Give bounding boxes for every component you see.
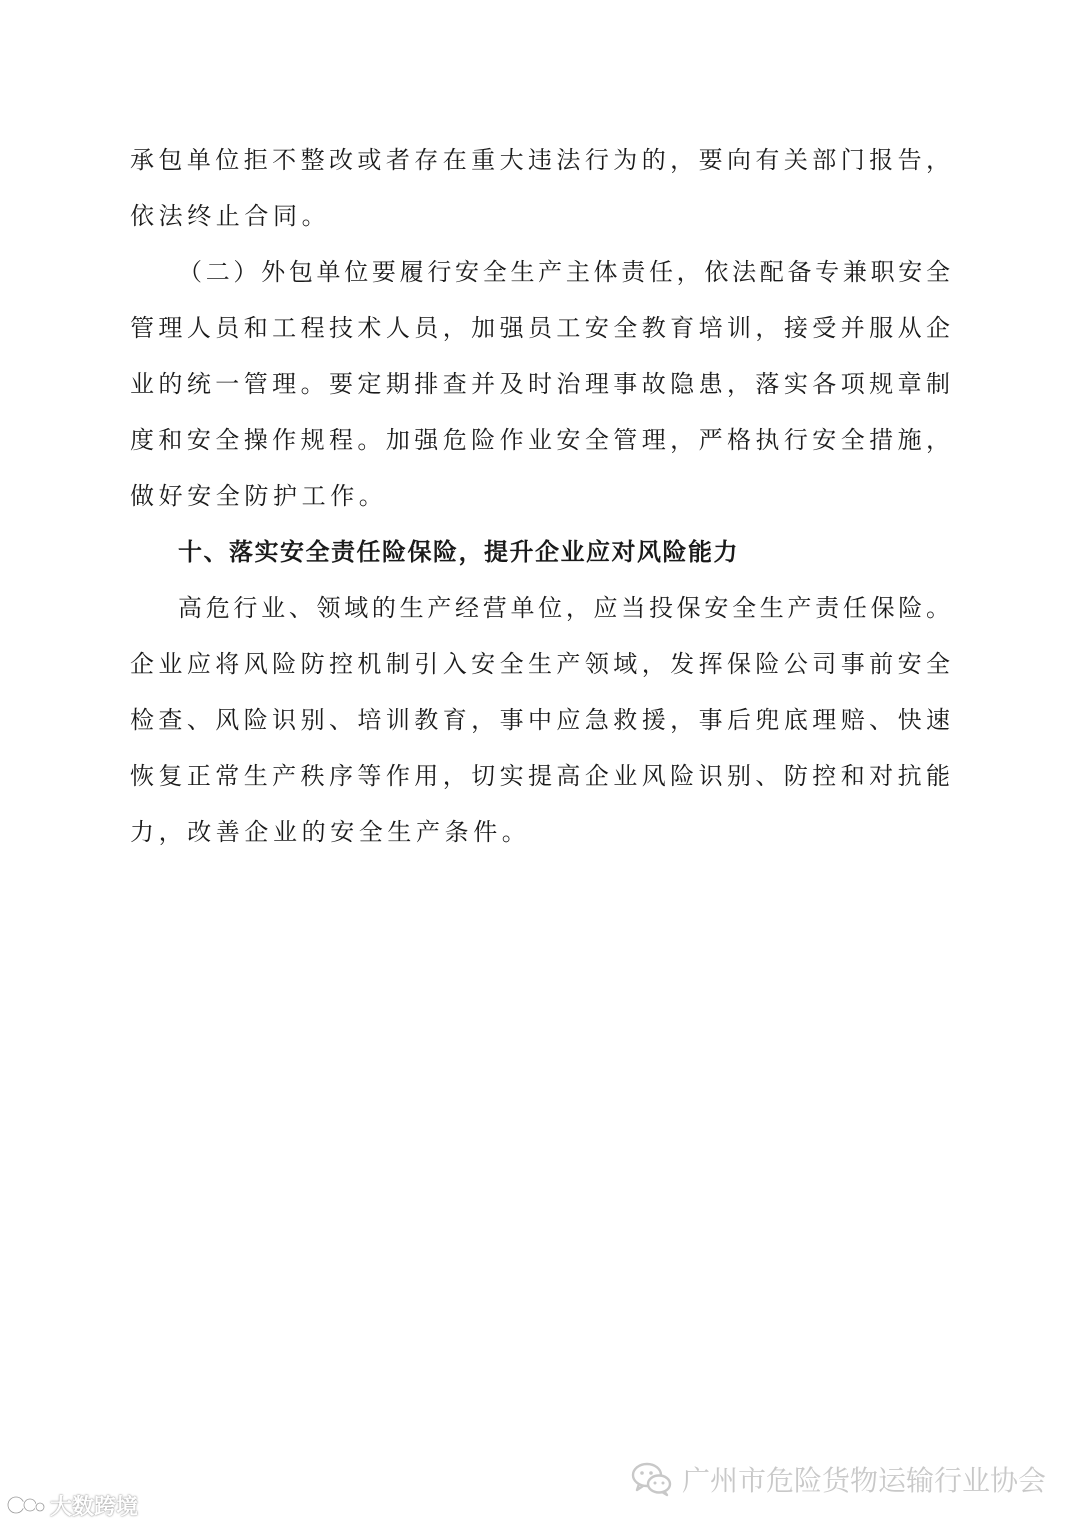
text-line: 力，改善企业的安全生产条件。 — [130, 818, 531, 846]
text-line: 企业应将风险防控机制引入安全生产领域，发挥保险公司事前安全 — [130, 650, 950, 678]
section-heading: 十、落实安全责任险保险，提升企业应对风险能力 — [178, 538, 739, 566]
wechat-watermark — [630, 1456, 1046, 1502]
brand-watermark — [6, 1488, 138, 1522]
text-line: 依法终止合同。 — [130, 202, 331, 230]
text-line: 承包单位拒不整改或者存在重大违法行为的，要向有关部门报告， — [130, 146, 950, 174]
text-line: 做好安全防护工作。 — [130, 482, 388, 510]
wechat-icon — [630, 1459, 674, 1499]
text-line: （二）外包单位要履行安全生产主体责任，依法配备专兼职安全 — [178, 258, 950, 286]
text-line: 业的统一管理。要定期排查并及时治理事故隐患，落实各项规章制 — [130, 370, 950, 398]
text-line: 管理人员和工程技术人员，加强员工安全教育培训，接受并服从企 — [130, 314, 950, 342]
brand-logo-icon — [6, 1491, 46, 1519]
text-line: 度和安全操作规程。加强危险作业安全管理，严格执行安全措施， — [130, 426, 950, 454]
wechat-account-name: 广州市危险货物运输行业协会 — [681, 1464, 1046, 1497]
document-body — [130, 132, 950, 860]
text-line: 恢复正常生产秩序等作用，切实提高企业风险识别、防控和对抗能 — [130, 762, 950, 790]
brand-name: 大数跨境 — [50, 1494, 139, 1520]
text-line: 检查、风险识别、培训教育，事中应急救援，事后兜底理赔、快速 — [130, 706, 950, 734]
text-line: 高危行业、领域的生产经营单位，应当投保安全生产责任保险。 — [178, 594, 950, 622]
